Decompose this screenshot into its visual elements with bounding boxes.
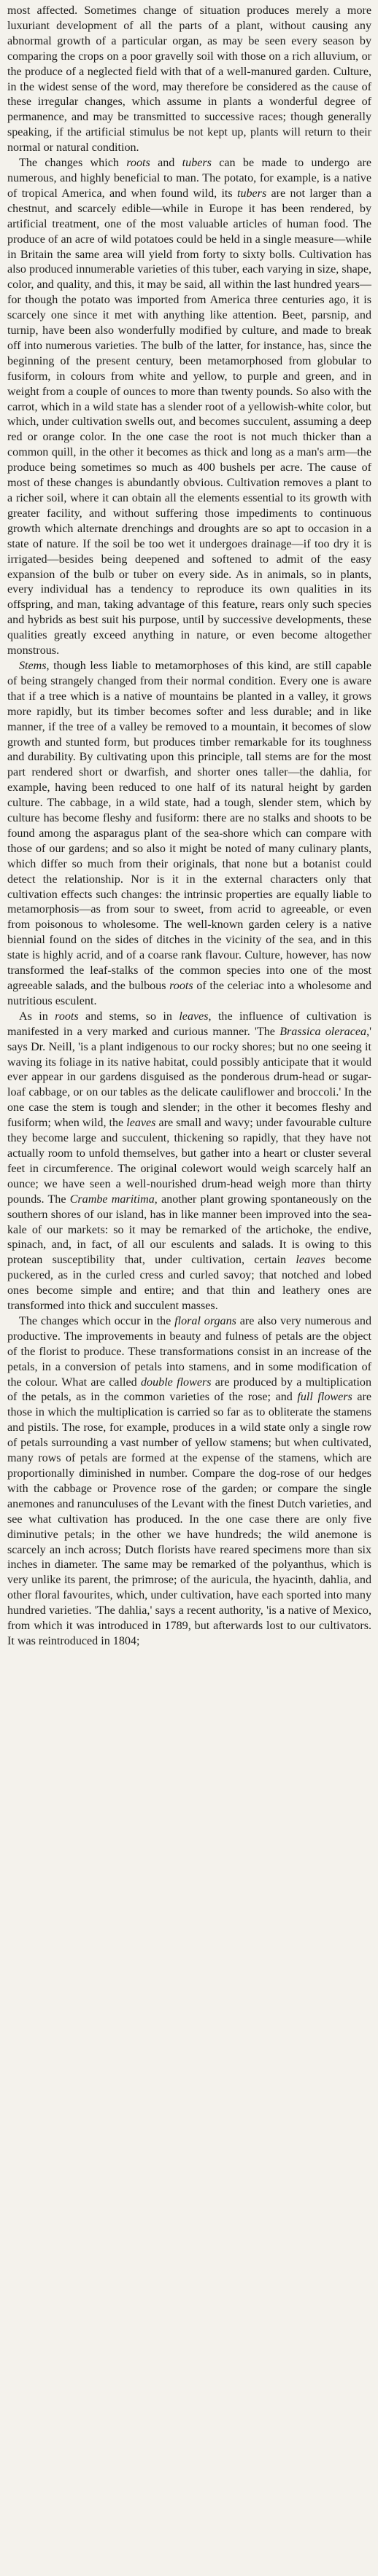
paragraph-roots-tubers: The changes which roots and tubers can be made to undergo are numerous, and highly beneficial to man. The potato, for example, is a native of tropical America, and when found wild, its tubers are not larger than a chestnut, and scarcely edible—while in Europe it has been rendered, by artificial treatment, one of the most valuable articles of human food. The produce of an acre of wild potatoes could be held in a single measure—while in Britain the same area will yield from forty to sixty bolls. Cultivation has also produced innumerable varieties of this tuber, each varying in size, shape, color, and quality, and this, it may be said, all within the last hundred years—for though the potato was imported from America three centuries ago, it is scarcely one since it met with anything like attention. Beet, parsnip, and turnip, have been also wonderfully modified by culture, and made to break off into numerous varieties. The bulb of the latter, for instance, has, since the beginning of the present century, been metamorphosed from globular to fusiform, in colours from white and yellow, to purple and green, and in weight from a couple of ounces to more than twenty pounds. So also with the carrot, which in a wild state has a slender root of a yellowish-white color, but which, under cultivation swells out, and becomes succulent, assuming a deep red or orange color. In the one case the root is not much thicker than a common quill, in the other it becomes as thick and long as a man's arm—the produce being sometimes so much as 400 bushels per acre. The cause of most of these changes is abundantly obvious. Cultivation removes a plant to a richer soil, where it can obtain all the elements essential to its growth with greater facility, and without suffering those impediments to continuous growth which alternate drenchings and droughts are so apt to occasion in a state of nature. If the soil be too wet it undergoes drainage—if too dry it is irrigated—besides being deepened and softened to admit of the easy expansion of the bulb or tuber on every side. As in animals, so in plants, every individual has a tendency to reproduce its own qualities in its offspring, and man, taking advantage of this feature, rears only such species and hybrids as best suit his purpose, until by successive developments, these qualities greatly exceed anything in nature, or even become altogether monstrous.: [7, 157, 371, 657]
paragraph-continuation: most affected. Sometimes change of situation produces merely a more luxuriant development of all the parts of a plant, without causing any abnormal growth of a particular organ, as may be seen every season by comparing the crops on a poor gravelly soil with those on a rich alluvium, or the produce of a neglected field with that of a well-manured garden. Culture, in the widest sense of the word, may therefore be considered as the cause of these irregular changes, which assume in plants a wonderful degree of permanence, and may be transmitted to successive races; though generally speaking, if the artificial stimulus be not kept up, plants will return to their normal or natural condition.: [7, 4, 371, 155]
paragraph-floral-organs: The changes which occur in the floral organs are also very numerous and productive. The improvements in beauty and fulness of petals are the object of the florist to produce. These transformations consist in an increase of the petals, in a conversion of petals into stamens, and in some modification of the colour. What are called double flowers are produced by a multiplication of the petals, as in the common varieties of the rose; and full flowers are those in which the multiplication is carried so far as to obliterate the stamens and pistils. The rose, for example, produces in a wild state only a single row of petals surrounding a vast number of yellow stamens; but when cultivated, many rows of petals are formed at the expense of the stamens, which are proportionally diminished in number. Compare the dog-rose of our hedges with the cabbage or Provence rose of the garden; or compare the single anemones and ranunculuses of the Levant with the finest Dutch varieties, and see what cultivation has produced. In the one case there are only five diminutive petals; in the other we have hundreds; the wild anemone is scarcely an inch across; Dutch florists have reared specimens more than six inches in diameter. The same may be remarked of the polyanthus, which is very unlike its parent, the primrose; of the auricula, the hyacinth, dahlia, and other floral favourites, which, under cultivation, have each sported into many hundred varieties. 'The dahlia,' says a recent authority, 'is a native of Mexico, from which it was introduced in 1789, but afterwards lost to our cultivators. It was reintroduced in 1804;: [7, 1314, 372, 1647]
paragraph-stems: Stems, though less liable to metamorphoses of this kind, are still capable of being strangely changed from their normal condition. Every one is aware that if a tree which is a native of mountains be planted in a valley, it grows more rapidly, but its timber becomes softer and less durable; and in like manner, if the tree of a valley be removed to a mountain, it becomes of slow growth and stunted form, but produces timber remarkable for its toughness and durability. By cultivating upon this principle, tall stems are for the most part rendered short or dwarfish, and shorter ones taller—the dahlia, for example, having been reduced to one half of its natural height by garden culture. The cabbage, in a wild state, had a tough, slender stem, which by culture has become fleshy and fusiform: there are no stalks and shoots to be found among the asparagus plant of the sea-shore which can compare with those of our gardens; and so also it might be noted of many culinary plants, which differ so much from their originals, that none but a botanist could detect the relationship. Nor is it in the external characters only that cultivation effects such changes: the intrinsic properties are equally liable to metamorphosis—as from sour to sweet, from acrid to agreeable, or even from poisonous to wholesome. The well-known garden celery is a native biennial found on the sides of ditches in the vicinity of the sea, and in this state is highly acrid, and of a coarse rank flavour. Culture, however, has now transformed the leaf-stalks of the common species into one of the most agreeable salads, and the bulbous roots of the celeriac into a wholesome and nutritious esculent.: [7, 659, 371, 1007]
paragraph-leaves: As in roots and stems, so in leaves, the influence of cultivation is manifested in a very marked and curious manner. 'The Brassica oleracea,' says Dr. Neill, 'is a plant indigenous to our rocky shores; but no one seeing it waving its foliage in its native habitat, could possibly anticipate that it would ever appear in our gardens disguised as the ponderous drum-head or sugar-loaf cabbage, or on our tables as the delicate cauliflower and broccoli.' In the one case the stem is tough and slender; in the other it becomes fleshy and fusiform; when wild, the leaves are small and wavy; under favourable culture they become large and succulent, thickening so rapidly, that they have not actually room to unfold themselves, but gather into a heart or cluster several feet in circumference. The original colewort would weigh scarcely half an ounce; we have seen a well-nourished drum-head weigh more than thirty pounds. The Crambe maritima, another plant growing spontaneously on the southern shores of our island, has in like manner been improved into the sea-kale of our markets: so it may be remarked of the artichoke, the endive, spinach, and, in fact, of all our esculents and salads. It is owing to this protean susceptibility that, under cultivation, certain leaves become puckered, as in the curled cress and curled savoy; that notched and lobed ones become simple and entire; and that thin and leathery ones are transformed into thick and succulent masses.: [7, 1010, 371, 1313]
